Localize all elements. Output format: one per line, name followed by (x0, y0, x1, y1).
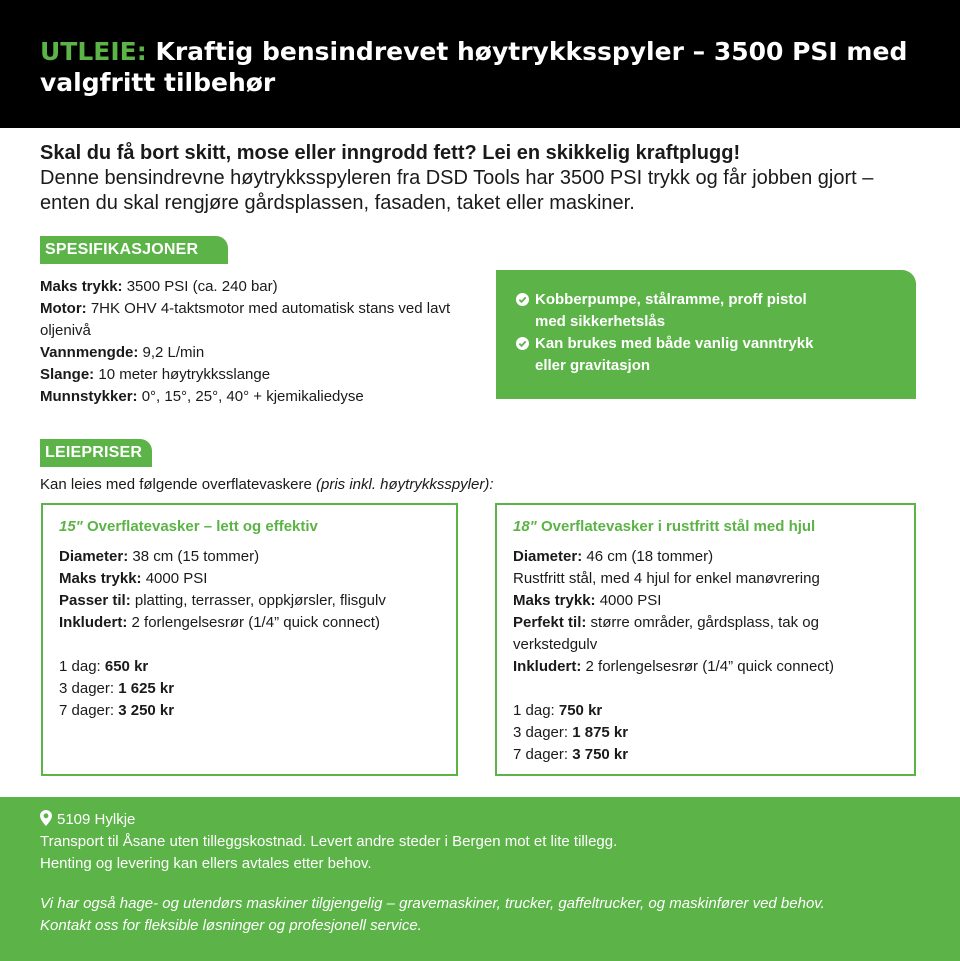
price-row (59, 656, 439, 678)
card-spec-value: 4000 PSI (141, 570, 208, 587)
footer-address (40, 809, 920, 875)
price-row (513, 700, 893, 722)
card-spec-value: platting, terrasser, oppkjørsler, flisgulv (130, 592, 386, 609)
card-spec-row (513, 590, 893, 612)
card-spec-value: 2 forlengelsesrør (1/4” quick connect) (581, 658, 834, 675)
price-row (513, 744, 893, 766)
card-spec-label: Maks trykk: (513, 592, 596, 609)
features-box (496, 270, 916, 399)
card-spec-row (513, 568, 893, 590)
price-period: 1 dag: (513, 702, 559, 719)
card-body (513, 546, 893, 766)
card-spec-value: 46 cm (18 tommer) (582, 548, 714, 565)
card-spec-value: større områder, gårdsplass, tak og verkstedgulv (513, 614, 819, 653)
card-spec-row (59, 590, 439, 612)
card-spec-row (513, 612, 893, 656)
price-value: 750 kr (558, 702, 603, 719)
pricing-heading: LEIEPRISER (40, 439, 152, 467)
card-spec-label: Inkludert: (513, 658, 582, 675)
spec-row (40, 298, 460, 342)
card-spec-value: 4000 PSI (595, 592, 662, 609)
spec-value: 10 meter høytrykksslange (94, 366, 271, 383)
card-spec-label: Passer til: (59, 592, 131, 609)
card-spec-label: Maks trykk: (59, 570, 142, 587)
intro (40, 141, 920, 216)
card-spec-label: Diameter: (59, 548, 129, 565)
specs-heading: SPESIFIKASJONER (40, 236, 228, 264)
spacer (513, 678, 893, 700)
card-title (59, 517, 318, 537)
card-title-text: Overflatevasker – lett og effektiv (82, 518, 318, 535)
price-period: 3 dager: (513, 724, 573, 741)
spec-label: Vannmengde: (40, 344, 139, 361)
card-size: 18" (513, 518, 537, 535)
header-banner (0, 0, 960, 128)
transport-text: Transport til Åsane uten tilleggskostnad. Levert andre steder i Bergen mot et lite tillegg. (40, 833, 618, 850)
price-value: 1 625 kr (118, 680, 175, 697)
card-spec-row (513, 656, 893, 678)
spec-row (40, 342, 460, 364)
card-spec-label: Inkludert: (59, 614, 128, 631)
surface-cleaner-card-15 (41, 503, 458, 776)
card-spec-row (59, 612, 439, 634)
feature-text: Kobberpumpe, stålramme, proff pistol med sikkerhetslås (535, 291, 807, 330)
spec-label: Munnstykker: (40, 388, 138, 405)
intro-lead: Skal du få bort skitt, mose eller inngrodd fett? Lei en skikkelig kraftplugg! (40, 142, 741, 164)
footer (0, 797, 960, 961)
location-text: 5109 Hylkje (57, 811, 136, 828)
price-period: 1 dag: (59, 658, 105, 675)
surface-cleaner-card-18 (495, 503, 916, 776)
feature-item (516, 289, 835, 333)
price-value: 3 750 kr (572, 746, 629, 763)
title-accent: UTLEIE: (40, 37, 147, 66)
feature-list (496, 270, 916, 377)
spec-value: 7HK OHV 4-taktsmotor med automatisk stans ved lavt oljenivå (40, 300, 451, 339)
card-title (513, 517, 815, 537)
price-row (59, 700, 439, 722)
price-period: 7 dager: (513, 746, 573, 763)
spacer (59, 634, 439, 656)
title-text: Kraftig bensindrevet høytrykksspyler – 3500 PSI med valgfritt tilbehør (40, 37, 908, 97)
card-spec-row (59, 568, 439, 590)
price-value: 3 250 kr (118, 702, 175, 719)
price-value: 1 875 kr (572, 724, 629, 741)
spec-value: 0°, 15°, 25°, 40° + kjemikaliedyse (137, 388, 364, 405)
spec-row (40, 364, 460, 386)
spec-label: Motor: (40, 300, 87, 317)
spec-value: 9,2 L/min (138, 344, 205, 361)
spec-row (40, 276, 460, 298)
spec-value: 3500 PSI (ca. 240 bar) (122, 278, 278, 295)
card-body (59, 546, 439, 722)
intro-description: Denne bensindrevne høytrykksspyleren fra DSD Tools har 3500 PSI trykk og får jobben gjort – enten du skal rengjøre gårdsplassen, fasaden, taket eller maskiner. (40, 167, 874, 214)
note-line: Vi har også hage- og utendørs maskiner tilgjengelig – gravemaskiner, trucker, gaffeltrucker, og maskinfører ved behov. (40, 895, 825, 912)
card-spec-value: Rustfritt stål, med 4 hjul for enkel manøvrering (513, 570, 820, 587)
feature-text: Kan brukes med både vanlig vanntrykk eller gravitasjon (535, 335, 814, 374)
price-row (513, 722, 893, 744)
note-line: Kontakt oss for fleksible løsninger og profesjonell service. (40, 917, 422, 934)
card-spec-label: Diameter: (513, 548, 583, 565)
card-spec-value: 38 cm (15 tommer) (128, 548, 260, 565)
pickup-text: Henting og levering kan ellers avtales etter behov. (40, 855, 372, 872)
pricing-intro-note: (pris inkl. høytrykksspyler): (315, 476, 494, 493)
spec-row (40, 386, 460, 408)
card-spec-label: Perfekt til: (513, 614, 587, 631)
check-circle-icon (516, 293, 529, 306)
price-row (59, 678, 439, 700)
card-spec-value: 2 forlengelsesrør (1/4” quick connect) (127, 614, 380, 631)
price-period: 3 dager: (59, 680, 119, 697)
pricing-intro-text: Kan leies med følgende overflatevaskere (40, 476, 316, 493)
specs-list (40, 276, 460, 408)
price-period: 7 dager: (59, 702, 119, 719)
spec-label: Slange: (40, 366, 95, 383)
price-value: 650 kr (104, 658, 149, 675)
check-circle-icon (516, 337, 529, 350)
pricing-intro (40, 474, 494, 496)
footer-note (40, 893, 920, 937)
card-size: 15" (59, 518, 83, 535)
page-title (40, 36, 920, 98)
card-spec-row (59, 546, 439, 568)
feature-item (516, 333, 835, 377)
location-pin-icon (40, 810, 52, 826)
card-spec-row (513, 546, 893, 568)
spec-label: Maks trykk: (40, 278, 123, 295)
location-row (40, 809, 920, 831)
card-title-text: Overflatevasker i rustfritt stål med hjul (536, 518, 816, 535)
